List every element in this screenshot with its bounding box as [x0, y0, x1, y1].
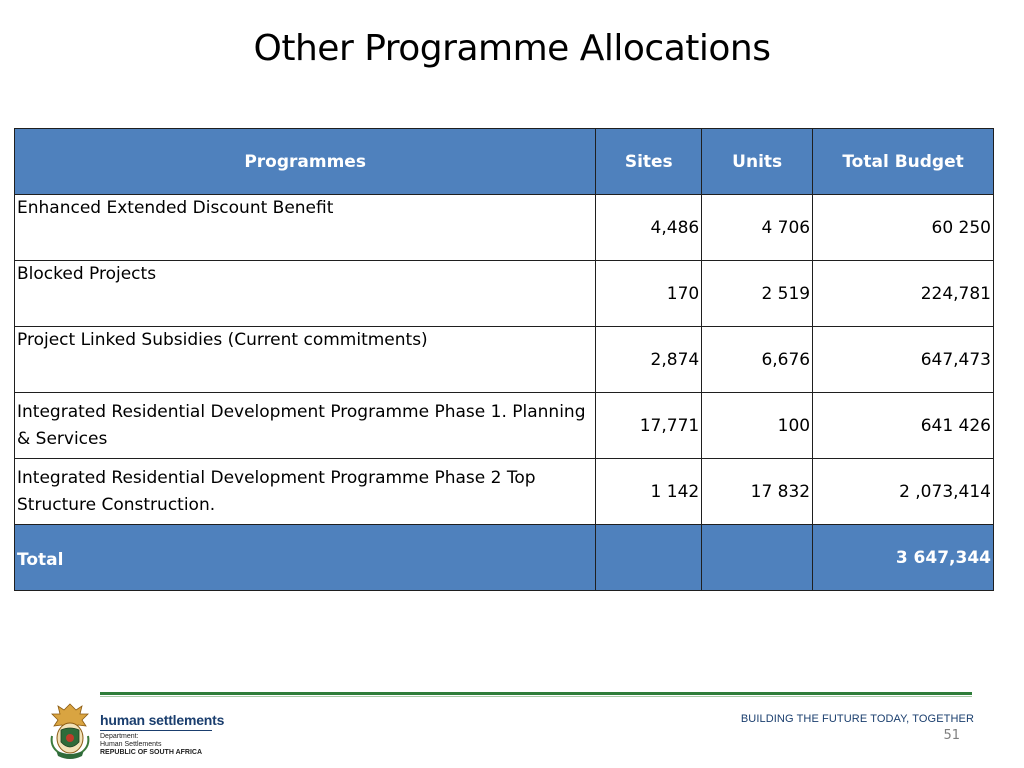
department-name: human settlements	[100, 712, 225, 728]
table-row	[15, 327, 994, 393]
total-sites-cell	[596, 525, 702, 591]
total-budget-cell: 224,781	[813, 261, 994, 327]
table-row	[15, 459, 994, 525]
units-cell: 6,676	[702, 327, 813, 393]
programme-cell: Enhanced Extended Discount Benefit	[15, 195, 596, 261]
slide-title: Other Programme Allocations	[253, 28, 771, 69]
total-budget-cell: 60 250	[813, 195, 994, 261]
units-cell: 100	[702, 393, 813, 459]
total-budget-value: 3 647,344	[813, 525, 994, 591]
department-line: REPUBLIC OF SOUTH AFRICA	[100, 749, 203, 756]
footer-divider	[100, 692, 972, 695]
header-total-budget: Total Budget	[813, 129, 994, 195]
table-row	[15, 261, 994, 327]
header-programmes: Programmes	[15, 129, 596, 195]
sites-cell: 170	[596, 261, 702, 327]
total-row	[15, 525, 994, 591]
header-units: Units	[702, 129, 813, 195]
programme-cell: Integrated Residential Development Programme Phase 2 Top Structure Construction.	[15, 459, 596, 525]
total-budget-cell: 641 426	[813, 393, 994, 459]
total-budget-cell: 2 ,073,414	[813, 459, 994, 525]
header-sites: Sites	[596, 129, 702, 195]
footer-divider-thin	[100, 696, 972, 697]
programme-cell: Project Linked Subsidies (Current commitments)	[15, 327, 596, 393]
sites-cell: 17,771	[596, 393, 702, 459]
programme-cell: Blocked Projects	[15, 261, 596, 327]
total-units-cell	[702, 525, 813, 591]
allocations-table	[14, 128, 994, 591]
department-line: Human Settlements	[100, 741, 162, 748]
sites-cell: 1 142	[596, 459, 702, 525]
units-cell: 4 706	[702, 195, 813, 261]
table-row	[15, 393, 994, 459]
table-row	[15, 195, 994, 261]
department-rule	[100, 730, 212, 731]
total-label: Total	[15, 525, 596, 591]
sites-cell: 4,486	[596, 195, 702, 261]
department-line: Department:	[100, 733, 139, 740]
programme-cell: Integrated Residential Development Programme Phase 1. Planning & Services	[15, 393, 596, 459]
table-header-row	[15, 129, 994, 195]
sites-cell: 2,874	[596, 327, 702, 393]
coat-of-arms-icon	[46, 700, 94, 762]
units-cell: 17 832	[702, 459, 813, 525]
footer-tagline: BUILDING THE FUTURE TODAY, TOGETHER	[740, 713, 974, 725]
units-cell: 2 519	[702, 261, 813, 327]
total-budget-cell: 647,473	[813, 327, 994, 393]
page-number: 51	[943, 728, 960, 743]
